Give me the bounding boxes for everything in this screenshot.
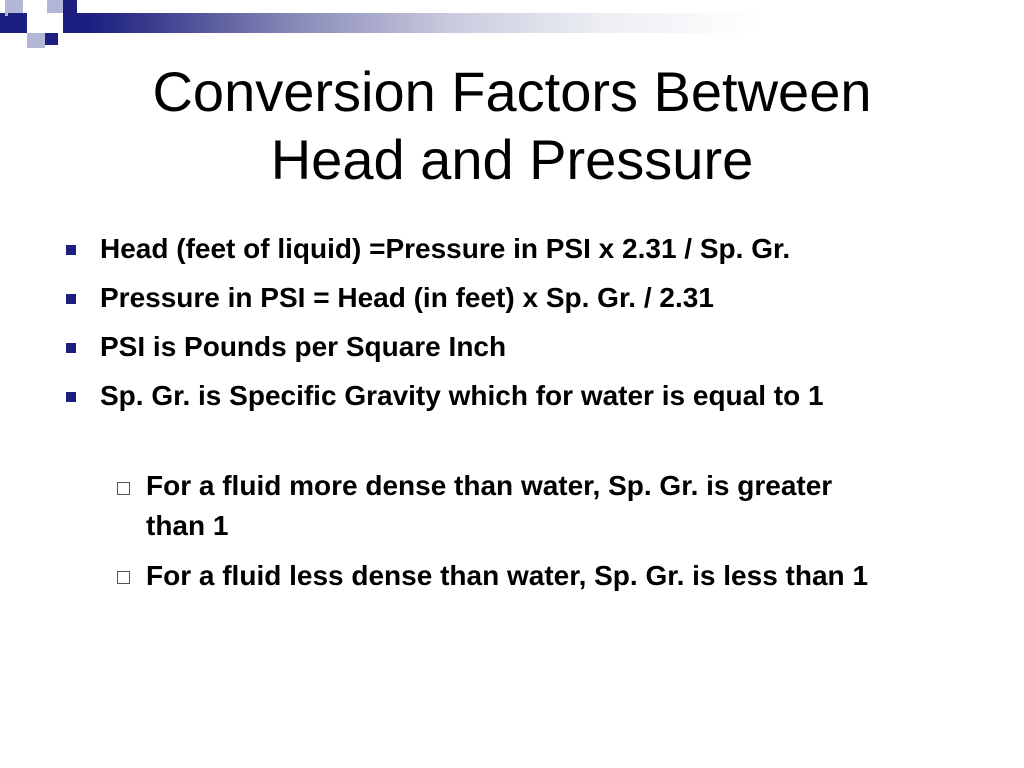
slide-title-line-1: Conversion Factors Between (152, 60, 872, 123)
bullet-item: PSI is Pounds per Square Inch (100, 331, 507, 362)
sub-bullet-item: For a fluid more dense than water, Sp. Gr. is greater than 1 (146, 470, 833, 541)
bullet-item: Pressure in PSI = Head (in feet) x Sp. Gr. / 2.31 (100, 282, 714, 313)
filled-square-bullet-icon (66, 392, 76, 402)
bullet-item: Sp. Gr. is Specific Gravity which for water is equal to 1 (100, 380, 824, 411)
filled-square-bullet-icon (66, 343, 76, 353)
sub-bullet-item: For a fluid less dense than water, Sp. Gr. is less than 1 (146, 560, 869, 591)
hollow-square-bullet-icon (117, 482, 130, 495)
filled-square-bullet-icon (66, 245, 76, 255)
slide-title-line-2: Head and Pressure (270, 128, 754, 191)
filled-square-bullet-icon (66, 294, 76, 304)
hollow-square-bullet-icon (117, 571, 130, 584)
bullet-item: Head (feet of liquid) =Pressure in PSI x 2.31 / Sp. Gr. (100, 233, 791, 264)
